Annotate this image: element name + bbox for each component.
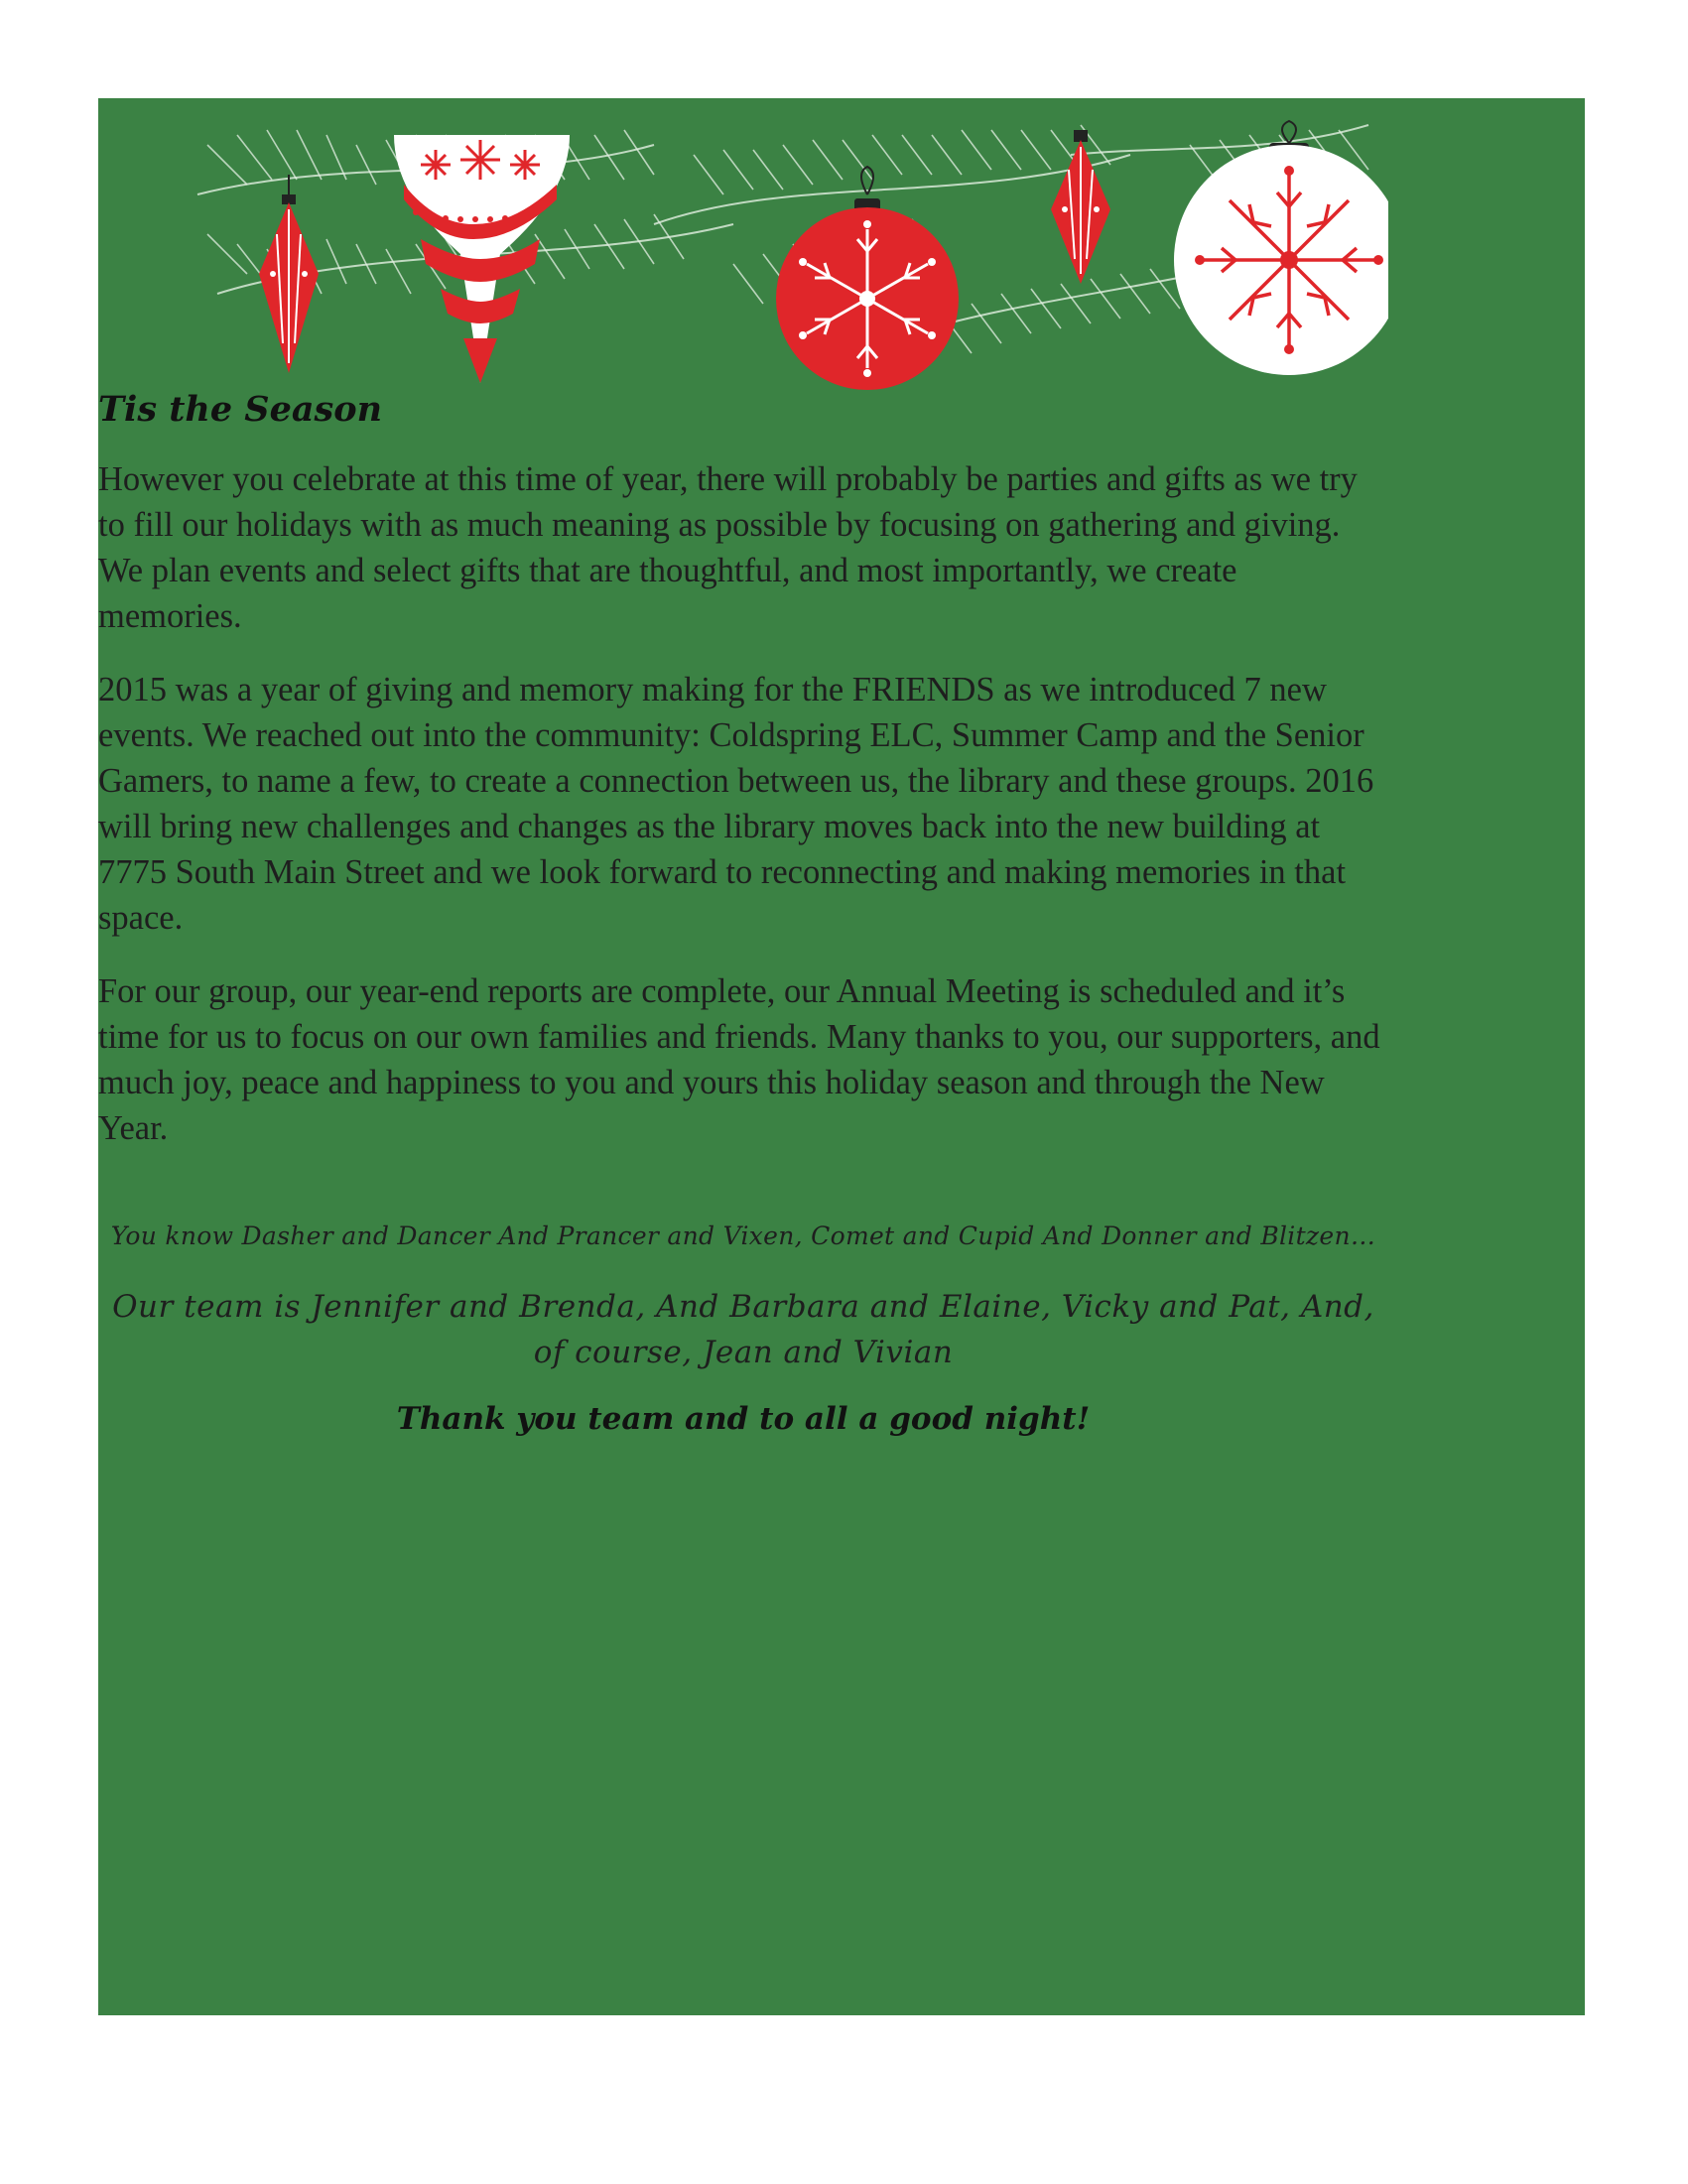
closing-line: Thank you team and to all a good night! [396, 1401, 1091, 1437]
round-snowflake-ornament-icon [776, 167, 959, 390]
paragraph-thanks: For our group, our year-end reports are complete, our Annual Meeting is scheduled and it’s time for us to focus on our own families and friends. Many thanks to you, our supporters, and much joy, peace and happiness to you and yours this holiday season and through the New Year. [98, 972, 1380, 1147]
letter-body [98, 389, 1388, 1437]
reindeer-verse: You know Dasher and Dancer And Prancer and Vixen, Comet and Cupid And Donner and Blitzen… [110, 1221, 1376, 1250]
ornament-banner [98, 36, 1388, 433]
round-snowflake-ornament-icon [1174, 121, 1388, 375]
diamond-ornament-icon [259, 175, 319, 373]
letter-heading: Tis the Season [98, 389, 383, 430]
team-verse: Our team is Jennifer and Brenda, And Barbara and Elaine, Vicky and Pat, And, of course, Jean and Vivian [112, 1289, 1374, 1370]
pine-branches-icon [98, 36, 1388, 433]
paragraph-2015-review: 2015 was a year of giving and memory making for the FRIENDS as we introduced 7 new events. We reached out into the community: Coldspring ELC, Summer Camp and the Senior Gamers, to name a few, to create a connection between us, the library and these groups. 2016 will bring new challenges and changes as the library moves back into the new building at 7775 South Main Street and we look forward to reconnecting and making memories in that space. [98, 671, 1374, 937]
paragraph-intro: However you celebrate at this time of year, there will probably be parties and gifts as we try to fill our holidays with as much meaning as possible by focusing on gathering and giving. We plan events and select gifts that are thoughtful, and most importantly, we create memories. [98, 460, 1358, 635]
